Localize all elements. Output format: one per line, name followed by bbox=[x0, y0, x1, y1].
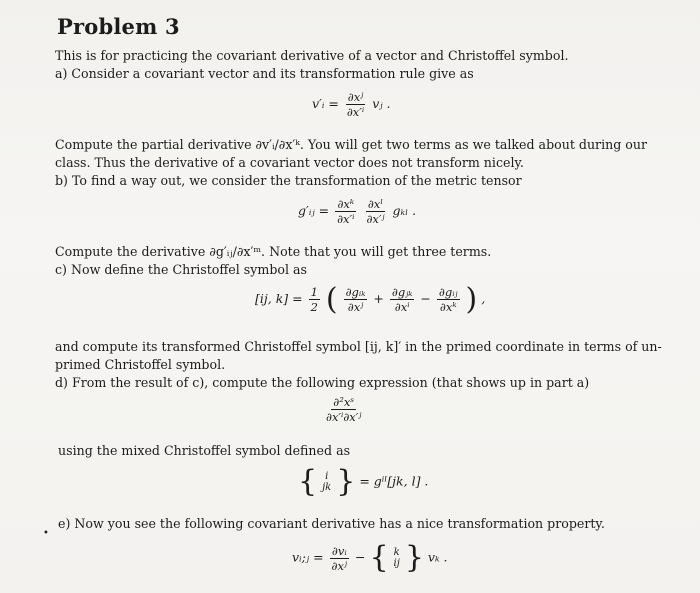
second-derivative-expression bbox=[322, 395, 365, 424]
eq3-lhs: [ij, k] = bbox=[255, 291, 303, 306]
part-a-note-text: class. Thus the derivative of a covariant vector does not transform nicely. bbox=[55, 155, 524, 170]
eq2-lhs: g′ᵢⱼ = bbox=[298, 203, 330, 218]
eq2-denominator-2: ∂x′ʲ bbox=[366, 212, 385, 226]
eq3-half-denominator: 2 bbox=[310, 300, 318, 314]
part-a-text: a) Consider a covariant vector and its transformation rule give as bbox=[55, 66, 474, 81]
eq3-term-2 bbox=[390, 285, 415, 314]
eq5-rhs: = gⁱˡ[jk, l] . bbox=[359, 473, 429, 489]
eq3-plus: + bbox=[373, 291, 384, 306]
part-b-text: b) To find a way out, we consider the transformation of the metric tensor bbox=[55, 173, 522, 188]
eq1-lhs: v′ᵢ = bbox=[312, 96, 339, 111]
part-b-task-text: Compute the derivative ∂g′ᵢⱼ/∂x′ᵐ. Note that you will get three terms. bbox=[55, 244, 492, 259]
mixed-christoffel-equation bbox=[298, 464, 429, 499]
eq3-term-2-denominator: ∂xⁱ bbox=[394, 300, 410, 314]
eq3-term-1-numerator: ∂gᵢₖ bbox=[345, 285, 366, 299]
eq6-minus: − bbox=[355, 549, 366, 565]
left-paren: ( bbox=[325, 282, 338, 317]
part-a-task-text: Compute the partial derivative ∂v′ᵢ/∂x′ᵏ. You will get two terms as we talked about during our bbox=[55, 137, 647, 152]
eq3-half-numerator: 1 bbox=[310, 285, 318, 299]
eq2-denominator-1: ∂x′ⁱ bbox=[337, 212, 355, 226]
eq2-numerator-2: ∂xˡ bbox=[367, 197, 384, 211]
eq6-top-index: k bbox=[393, 547, 400, 558]
eq6-left-brace: { bbox=[369, 540, 389, 575]
part-c-task-text: and compute its transformed Christoffel symbol [ij, k]′ in the primed coordinate in terms of un- bbox=[55, 339, 662, 354]
eq3-end: , bbox=[481, 291, 486, 306]
part-d-text: d) From the result of c), compute the following expression (that shows up in part a) bbox=[55, 375, 590, 390]
eq6-indices bbox=[394, 547, 400, 569]
eq4-denominator: ∂x′ⁱ∂x′ʲ bbox=[326, 410, 362, 424]
eq5-top-index: i bbox=[325, 471, 329, 482]
eq2-fraction-1 bbox=[335, 197, 356, 226]
eq3-term-3-denominator: ∂xᵏ bbox=[439, 300, 457, 314]
eq4-fraction bbox=[324, 395, 363, 424]
eq2-fraction-2 bbox=[364, 197, 386, 226]
eq3-minus: − bbox=[420, 291, 431, 306]
eq6-bottom-index: ij bbox=[393, 558, 400, 569]
eq1-rhs: vⱼ . bbox=[372, 96, 391, 111]
eq6-numerator: ∂vᵢ bbox=[331, 543, 347, 558]
eq2-rhs: gₖₗ . bbox=[392, 203, 417, 218]
intro-text: This is for practicing the covariant derivative of a vector and Christoffel symbol. bbox=[55, 48, 569, 63]
eq6-lhs: vᵢ;ⱼ = bbox=[292, 549, 324, 565]
eq2-numerator-1: ∂xᵏ bbox=[337, 197, 355, 211]
eq5-bottom-index: jk bbox=[322, 482, 332, 493]
part-c-note-text: primed Christoffel symbol. bbox=[55, 357, 226, 372]
problem-title: Problem 3 bbox=[57, 14, 180, 39]
eq3-term-3 bbox=[437, 285, 460, 314]
eq3-term-1-denominator: ∂xʲ bbox=[347, 300, 364, 314]
covariant-derivative-equation bbox=[292, 540, 448, 575]
metric-transform-equation bbox=[298, 197, 416, 226]
eq6-denominator: ∂xʲ bbox=[331, 558, 348, 573]
eq1-numerator: ∂xʲ bbox=[347, 90, 364, 104]
part-c-text: c) Now define the Christoffel symbol as bbox=[55, 262, 307, 277]
eq5-indices bbox=[322, 471, 331, 493]
eq4-numerator: ∂²xˢ bbox=[333, 395, 355, 409]
covariant-transform-equation bbox=[312, 90, 391, 119]
eq3-term-3-numerator: ∂gᵢⱼ bbox=[438, 285, 458, 299]
eq3-half bbox=[309, 285, 320, 314]
eq3-term-2-numerator: ∂gⱼₖ bbox=[391, 285, 413, 299]
left-brace: { bbox=[298, 464, 318, 499]
part-d-task-text: using the mixed Christoffel symbol defined as bbox=[58, 443, 351, 458]
part-e-text: e) Now you see the following covariant derivative has a nice transformation property. bbox=[58, 516, 605, 531]
eq1-fraction bbox=[345, 90, 366, 119]
eq6-fraction bbox=[330, 544, 349, 573]
bullet-mark: • bbox=[43, 528, 49, 539]
eq1-denominator: ∂x′ⁱ bbox=[346, 105, 365, 119]
right-brace: } bbox=[336, 464, 356, 499]
right-paren: ) bbox=[465, 282, 478, 317]
eq3-term-1 bbox=[344, 285, 368, 314]
eq6-rhs: vₖ . bbox=[427, 549, 448, 565]
eq6-right-brace: } bbox=[404, 540, 424, 575]
christoffel-definition-equation bbox=[255, 282, 485, 317]
